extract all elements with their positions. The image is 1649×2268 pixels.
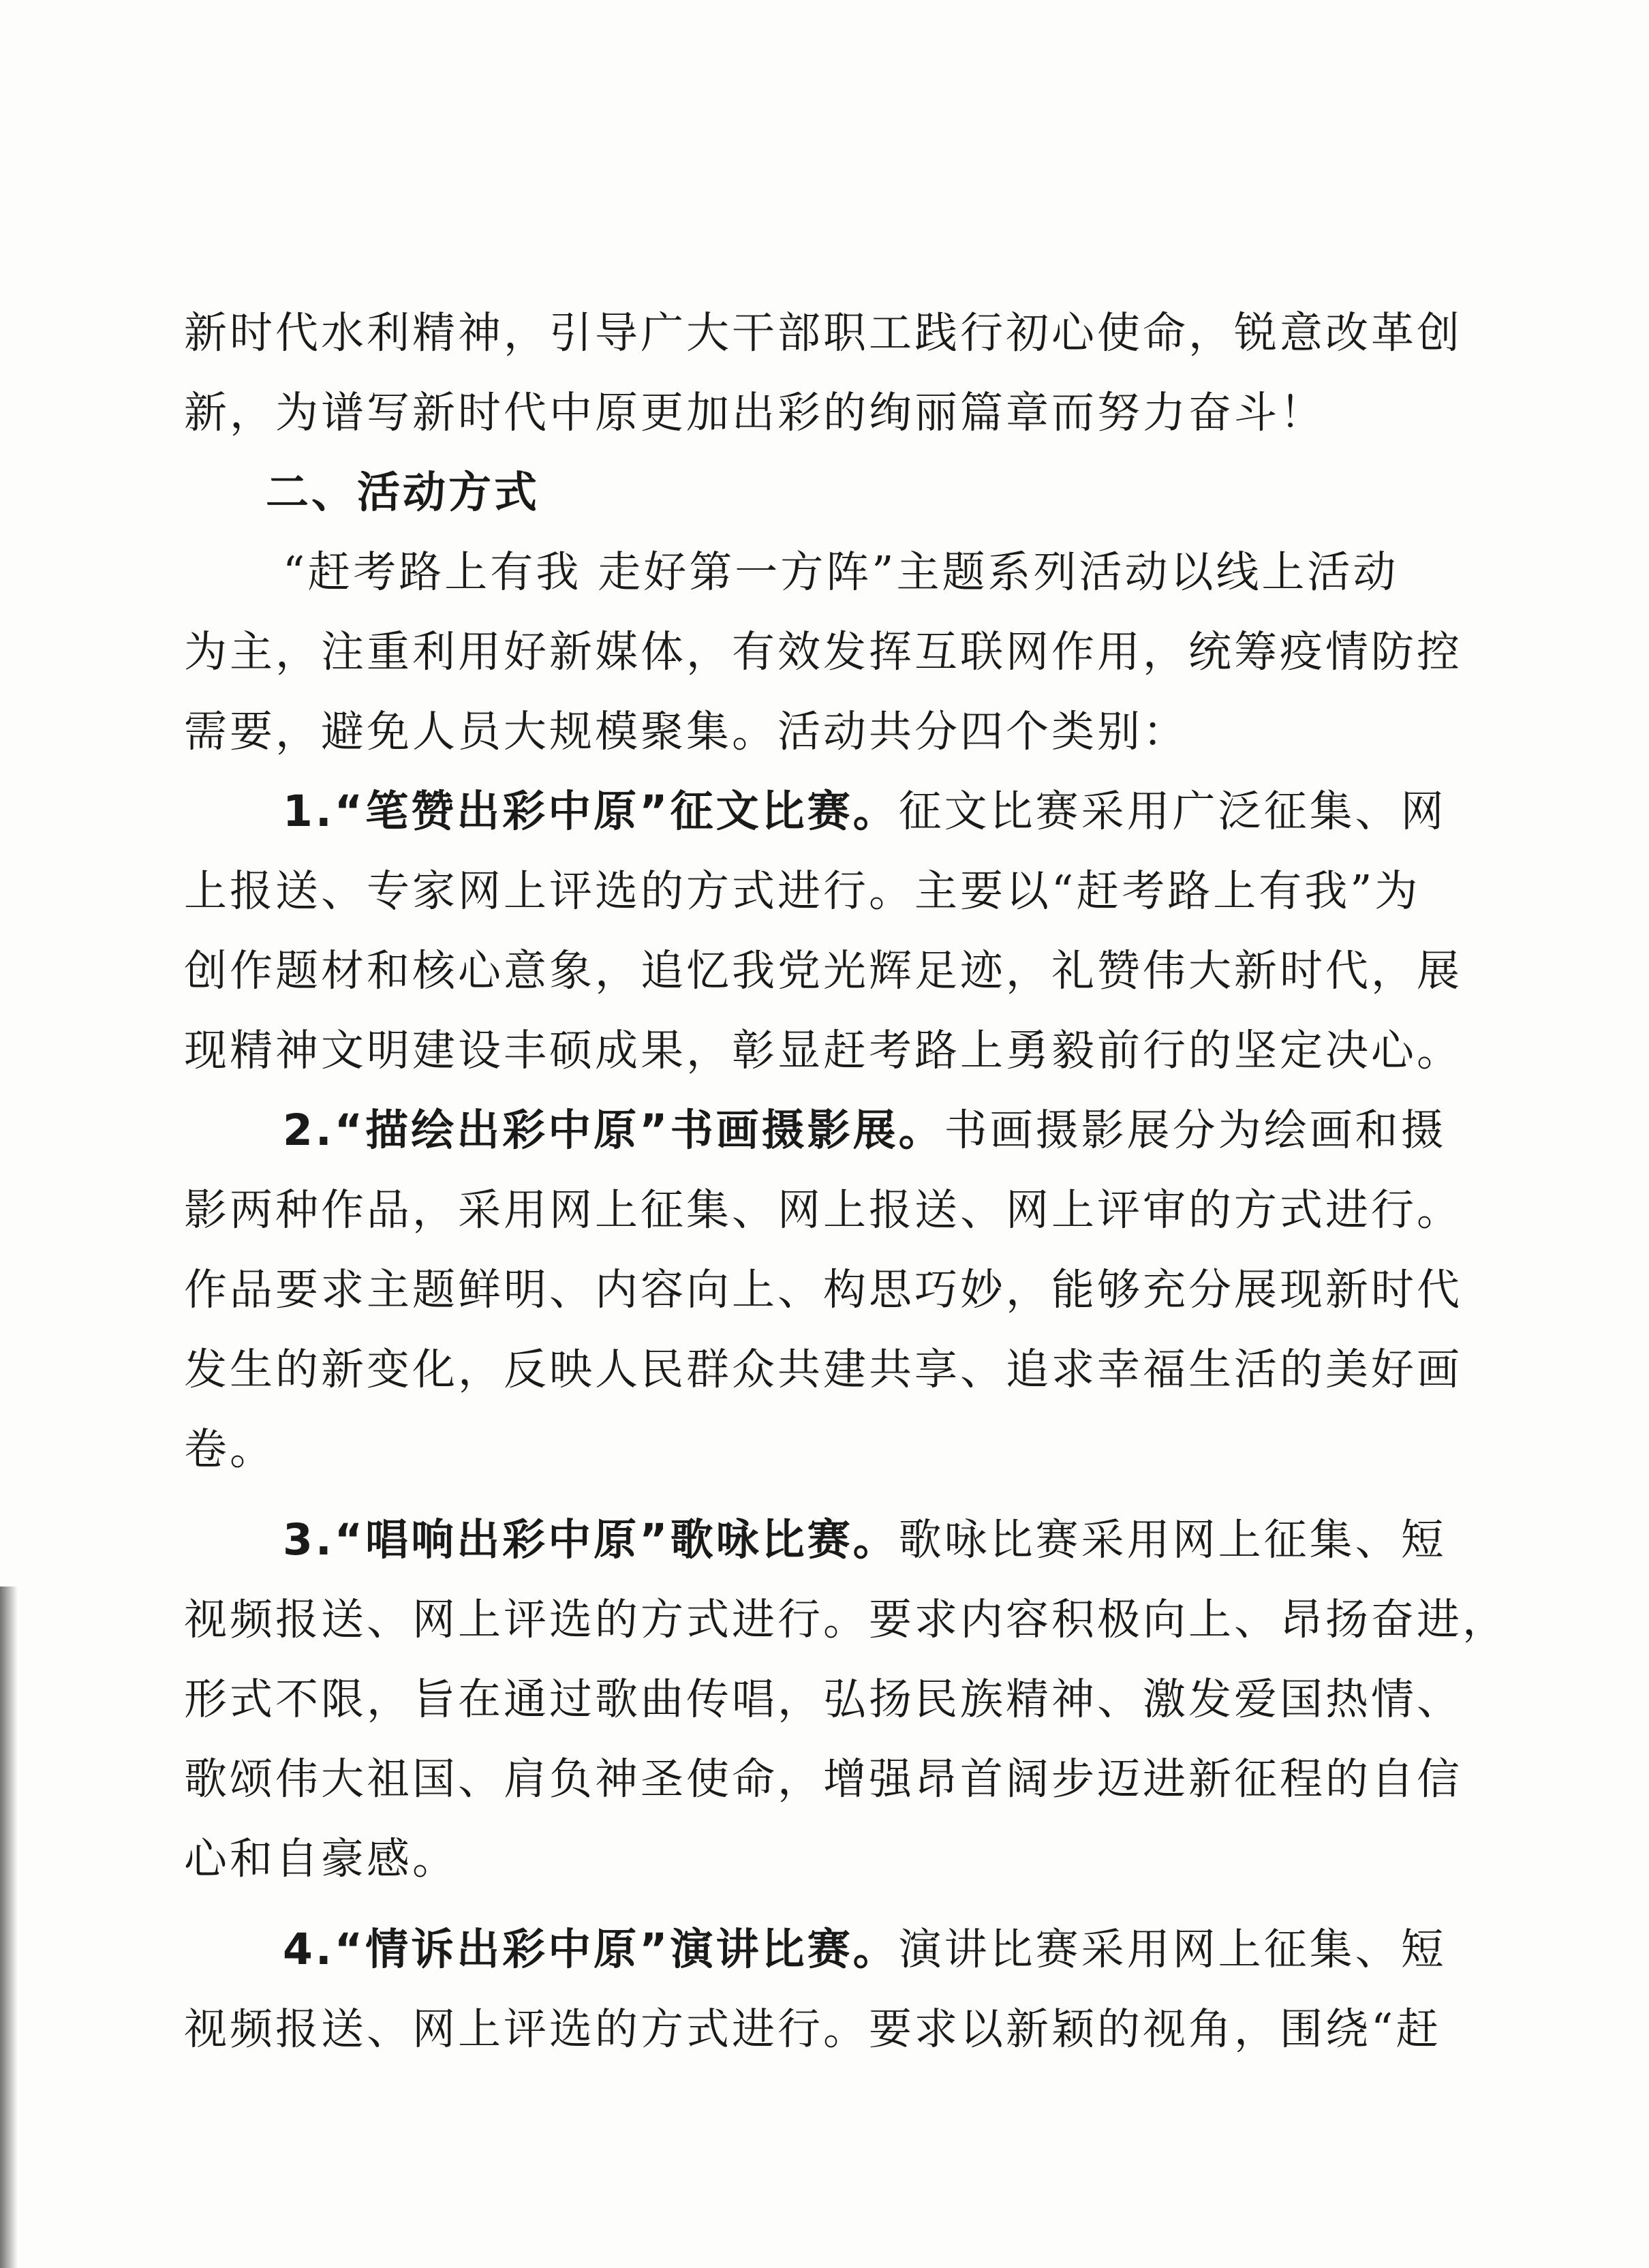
item-3-title: 3.“唱响出彩中原”歌咏比赛。 (283, 1515, 899, 1565)
item-1-title: 1.“笔赞出彩中原”征文比赛。 (283, 786, 899, 836)
item-2-line: 卷。 (184, 1424, 275, 1474)
item-1-line: 上报送、专家网上评选的方式进行。主要以“赶考路上有我”为 (184, 866, 1421, 916)
overview-line: 需要，避免人员大规模聚集。活动共分四个类别： (184, 707, 1188, 756)
item-2-first-line (184, 1090, 1451, 1170)
item-3-line: 歌颂伟大祖国、肩负神圣使命，增强昂首阔步迈进新征程的自信 (184, 1754, 1462, 1804)
item-3-line: 心和自豪感。 (184, 1834, 458, 1884)
item-2-text: 书画摄影展分为绘画和摄 (944, 1105, 1447, 1155)
document-body (184, 293, 1508, 2069)
item-1-first-line (184, 771, 1451, 851)
item-3-line: 视频报送、网上评选的方式进行。要求内容积极向上、昂扬奋进， (184, 1595, 1508, 1644)
item-2-title: 2.“描绘出彩中原”书画摄影展。 (283, 1105, 944, 1155)
overview-line: 为主，注重利用好新媒体，有效发挥互联网作用，统筹疫情防控 (184, 627, 1462, 677)
item-4-text: 演讲比赛采用网上征集、短 (898, 1925, 1447, 1974)
item-4-title: 4.“情诉出彩中原”演讲比赛。 (283, 1925, 899, 1974)
intro-line: 新时代水利精神，引导广大干部职工践行初心使命，锐意改革创 (184, 308, 1462, 358)
item-2-line: 影两种作品，采用网上征集、网上报送、网上评审的方式进行。 (184, 1185, 1462, 1235)
item-4-first-line (184, 1910, 1451, 1989)
item-2-line: 作品要求主题鲜明、内容向上、构思巧妙，能够充分展现新时代 (184, 1265, 1462, 1315)
intro-line: 新，为谱写新时代中原更加出彩的绚丽篇章而努力奋斗！ (184, 388, 1325, 438)
item-4-line: 视频报送、网上评选的方式进行。要求以新颖的视角，围绕“赶 (184, 2004, 1442, 2054)
item-1-text: 征文比赛采用广泛征集、网 (898, 786, 1447, 836)
scan-edge-shadow (0, 1587, 18, 2268)
item-1-line: 现精神文明建设丰硕成果，彰显赶考路上勇毅前行的坚定决心。 (184, 1026, 1462, 1075)
item-3-first-line (184, 1500, 1451, 1580)
overview-line: “赶考路上有我 走好第一方阵”主题系列活动以线上活动 (283, 547, 1399, 597)
item-3-line: 形式不限，旨在通过歌曲传唱，弘扬民族精神、激发爱国热情、 (184, 1674, 1462, 1724)
item-2-line: 发生的新变化，反映人民群众共建共享、追求幸福生活的美好画 (184, 1345, 1462, 1394)
item-3-text: 歌咏比赛采用网上征集、短 (898, 1515, 1447, 1565)
item-1-line: 创作题材和核心意象，追忆我党光辉足迹，礼赞伟大新时代，展 (184, 946, 1462, 996)
section-heading: 二、活动方式 (266, 468, 540, 517)
